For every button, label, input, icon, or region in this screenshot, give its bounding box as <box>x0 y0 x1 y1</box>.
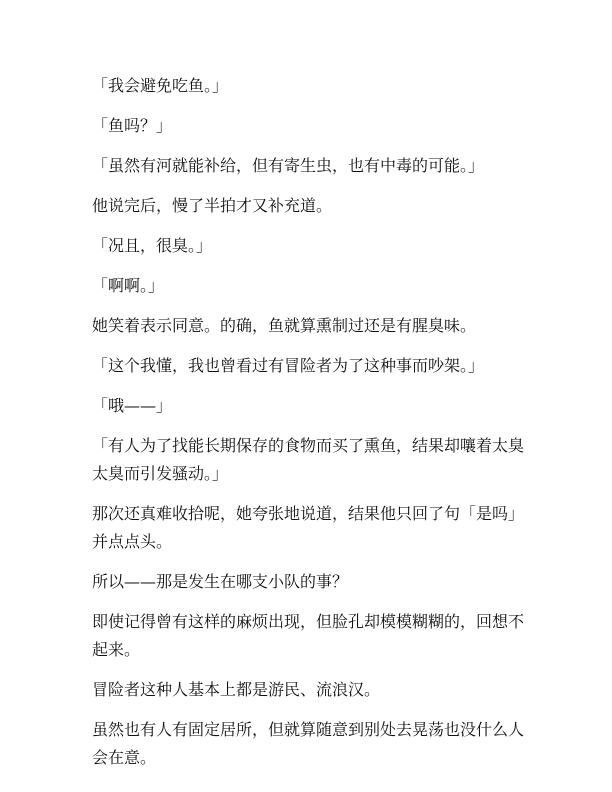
paragraph: 「虽然有河就能补给，但有寄生虫，也有中毒的可能。」 <box>92 156 485 175</box>
body-text <box>92 72 532 784</box>
paragraph: 冒险者这种人基本上都是游民、流浪汉。 <box>92 680 381 699</box>
paragraph: 「我会避免吃鱼。」 <box>92 76 229 95</box>
paragraph: 虽然也有人有固定居所，但就算随意到别处去晃荡也没什么人会在意。 <box>92 720 525 767</box>
paragraph: 「况且，很臭。」 <box>92 236 213 255</box>
paragraph: 「鱼吗？」 <box>92 116 173 135</box>
paragraph: 即使记得曾有这样的麻烦出现，但脸孔却模模糊糊的，回想不起来。 <box>92 612 525 659</box>
paragraph: 「有人为了找能长期保存的食物而买了熏鱼，结果却嚷着太臭太臭而引发骚动。」 <box>92 436 525 483</box>
paragraph: 她笑着表示同意。的确，鱼就算熏制过还是有腥臭味。 <box>92 316 477 335</box>
paragraph: 「这个我懂，我也曾看过有冒险者为了这种事而吵架。」 <box>92 356 485 375</box>
paragraph: 他说完后，慢了半拍才又补充道。 <box>92 196 333 215</box>
paragraph: 「啊啊。」 <box>92 276 165 295</box>
paragraph: 所以——那是发生在哪支小队的事？ <box>92 572 349 591</box>
paragraph: 「哦——」 <box>92 396 173 415</box>
paragraph: 那次还真难收拾呢，她夸张地说道，结果他只回了句「是吗」并点点头。 <box>92 504 525 551</box>
